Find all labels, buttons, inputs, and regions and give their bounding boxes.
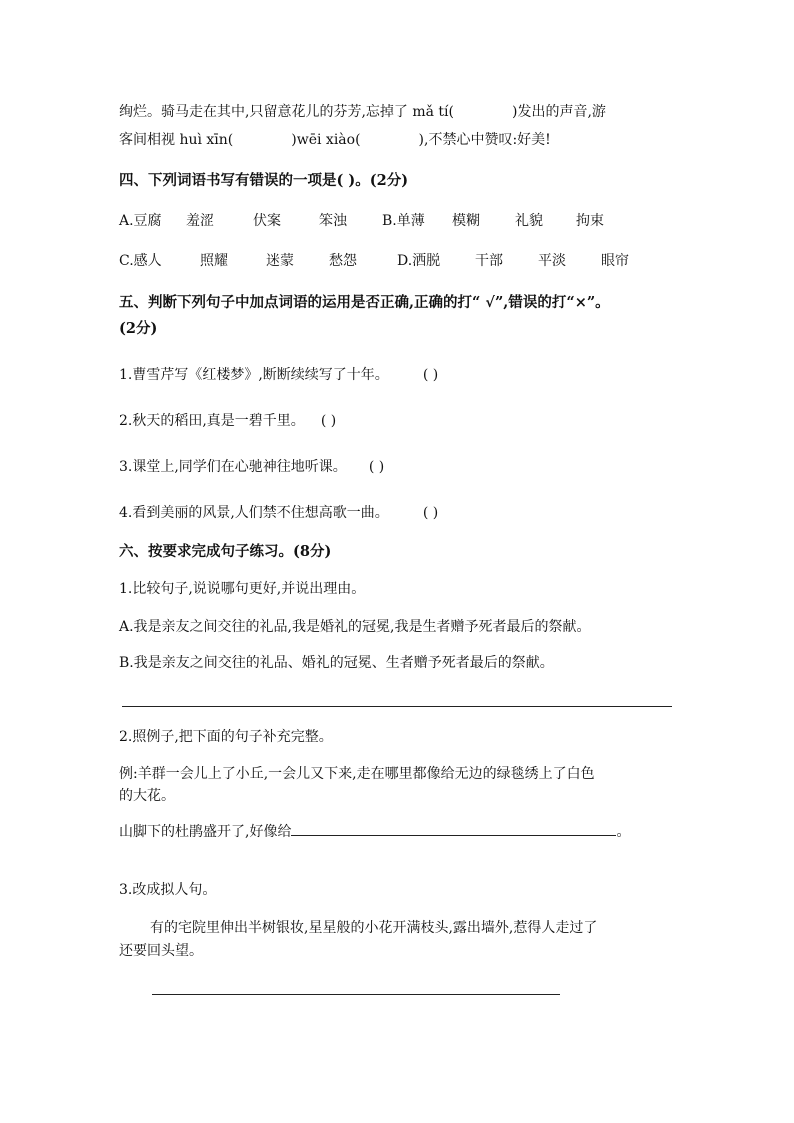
q6-s2-example-line-1: 例:羊群一会儿上了小丘,一会儿又下来,走在哪里都像给无边的绿毯绣上了白色 — [119, 766, 595, 782]
q4-word: D.洒脱 — [397, 253, 441, 269]
q5-title: 五、判断下列句子中加点词语的运用是否正确,正确的打“ √”,错误的打“×”。 — [119, 294, 610, 311]
q5-item-3 — [119, 457, 384, 477]
passage-line-1 — [119, 102, 606, 122]
q6-s2-fill-sentence — [119, 821, 630, 842]
q4-word: 伏案 — [253, 213, 281, 229]
passage-line-2-part-a: 客间相视 huì xīn( — [119, 132, 234, 148]
q6-s1-sentence-b: B.我是亲友之间交往的礼品、婚礼的冠冕、生者赠予死者最后的祭献。 — [119, 655, 554, 671]
q6-title: 六、按要求完成句子练习。(8分) — [119, 543, 332, 560]
answer-paren[interactable]: ( ) — [422, 367, 439, 383]
q6-s2-fill-lead: 山脚下的杜鹃盛开了,好像给 — [119, 824, 292, 840]
q5-item-text: 4.看到美丽的风景,人们禁不住想高歌一曲。 — [119, 505, 389, 521]
q6-s1-prompt: 1.比较句子,说说哪句更好,并说出理由。 — [119, 581, 366, 597]
q4-word: 干部 — [475, 253, 503, 269]
answer-paren[interactable]: ( ) — [368, 459, 385, 475]
answer-blank-line[interactable] — [291, 821, 616, 836]
q5-points: (2分) — [119, 320, 158, 337]
passage-line-2-part-b: )wēi xiào( — [291, 132, 361, 148]
q5-item-text: 2.秋天的稻田,真是一碧千里。 — [119, 413, 305, 429]
q4-word: C.感人 — [119, 253, 162, 269]
q4-word: 羞涩 — [186, 213, 214, 229]
q6-s3-text-line-1: 有的宅院里伸出半树银妆,星星般的小花开满枝头,露出墙外,惹得人走过了 — [150, 920, 598, 936]
passage-line-1-part-a: 绚烂。骑马走在其中,只留意花儿的芬芳,忘掉了 mǎ tí( — [119, 104, 454, 120]
q5-item-4 — [119, 503, 438, 523]
q5-item-2 — [119, 411, 336, 431]
answer-paren[interactable]: ( ) — [320, 413, 337, 429]
q6-s2-prompt: 2.照例子,把下面的句子补充完整。 — [119, 729, 333, 745]
q4-word: 眼帘 — [601, 253, 629, 269]
q4-word: 愁怨 — [329, 253, 357, 269]
q4-word: 照耀 — [200, 253, 228, 269]
q4-title: 四、下列词语书写有错误的一项是( )。(2分) — [119, 172, 409, 189]
q6-s3-text-line-2: 还要回头望。 — [119, 943, 203, 959]
passage-line-1-part-b: )发出的声音,游 — [512, 104, 606, 120]
q4-word: A.豆腐 — [119, 213, 162, 229]
passage-line-2 — [119, 130, 551, 150]
q5-item-1 — [119, 365, 438, 385]
q6-s1-sentence-a: A.我是亲友之间交往的礼品,我是婚礼的冠冕,我是生者赠予死者最后的祭献。 — [119, 619, 591, 635]
answer-line[interactable] — [122, 706, 672, 707]
q4-word: 平淡 — [538, 253, 566, 269]
answer-line[interactable] — [152, 994, 560, 995]
q4-word: 礼貌 — [515, 213, 543, 229]
q6-s2-fill-end: 。 — [616, 824, 631, 840]
q6-s2-example-line-2: 的大花。 — [119, 788, 175, 804]
q4-word: 迷蒙 — [266, 253, 294, 269]
passage-line-2-part-c: ),不禁心中赞叹:好美! — [418, 132, 551, 148]
answer-paren[interactable]: ( ) — [422, 505, 439, 521]
q5-item-text: 1.曹雪芹写《红楼梦》,断断续续写了十年。 — [119, 367, 389, 383]
q4-row-ab — [119, 211, 604, 231]
q4-word: 笨浊 — [319, 213, 347, 229]
q4-word: B.单薄 — [382, 213, 425, 229]
q4-word: 拘束 — [576, 213, 604, 229]
q6-s3-prompt: 3.改成拟人句。 — [119, 882, 217, 898]
q4-row-cd — [119, 251, 629, 271]
q4-word: 模糊 — [452, 213, 480, 229]
q5-item-text: 3.课堂上,同学们在心驰神往地听课。 — [119, 459, 347, 475]
